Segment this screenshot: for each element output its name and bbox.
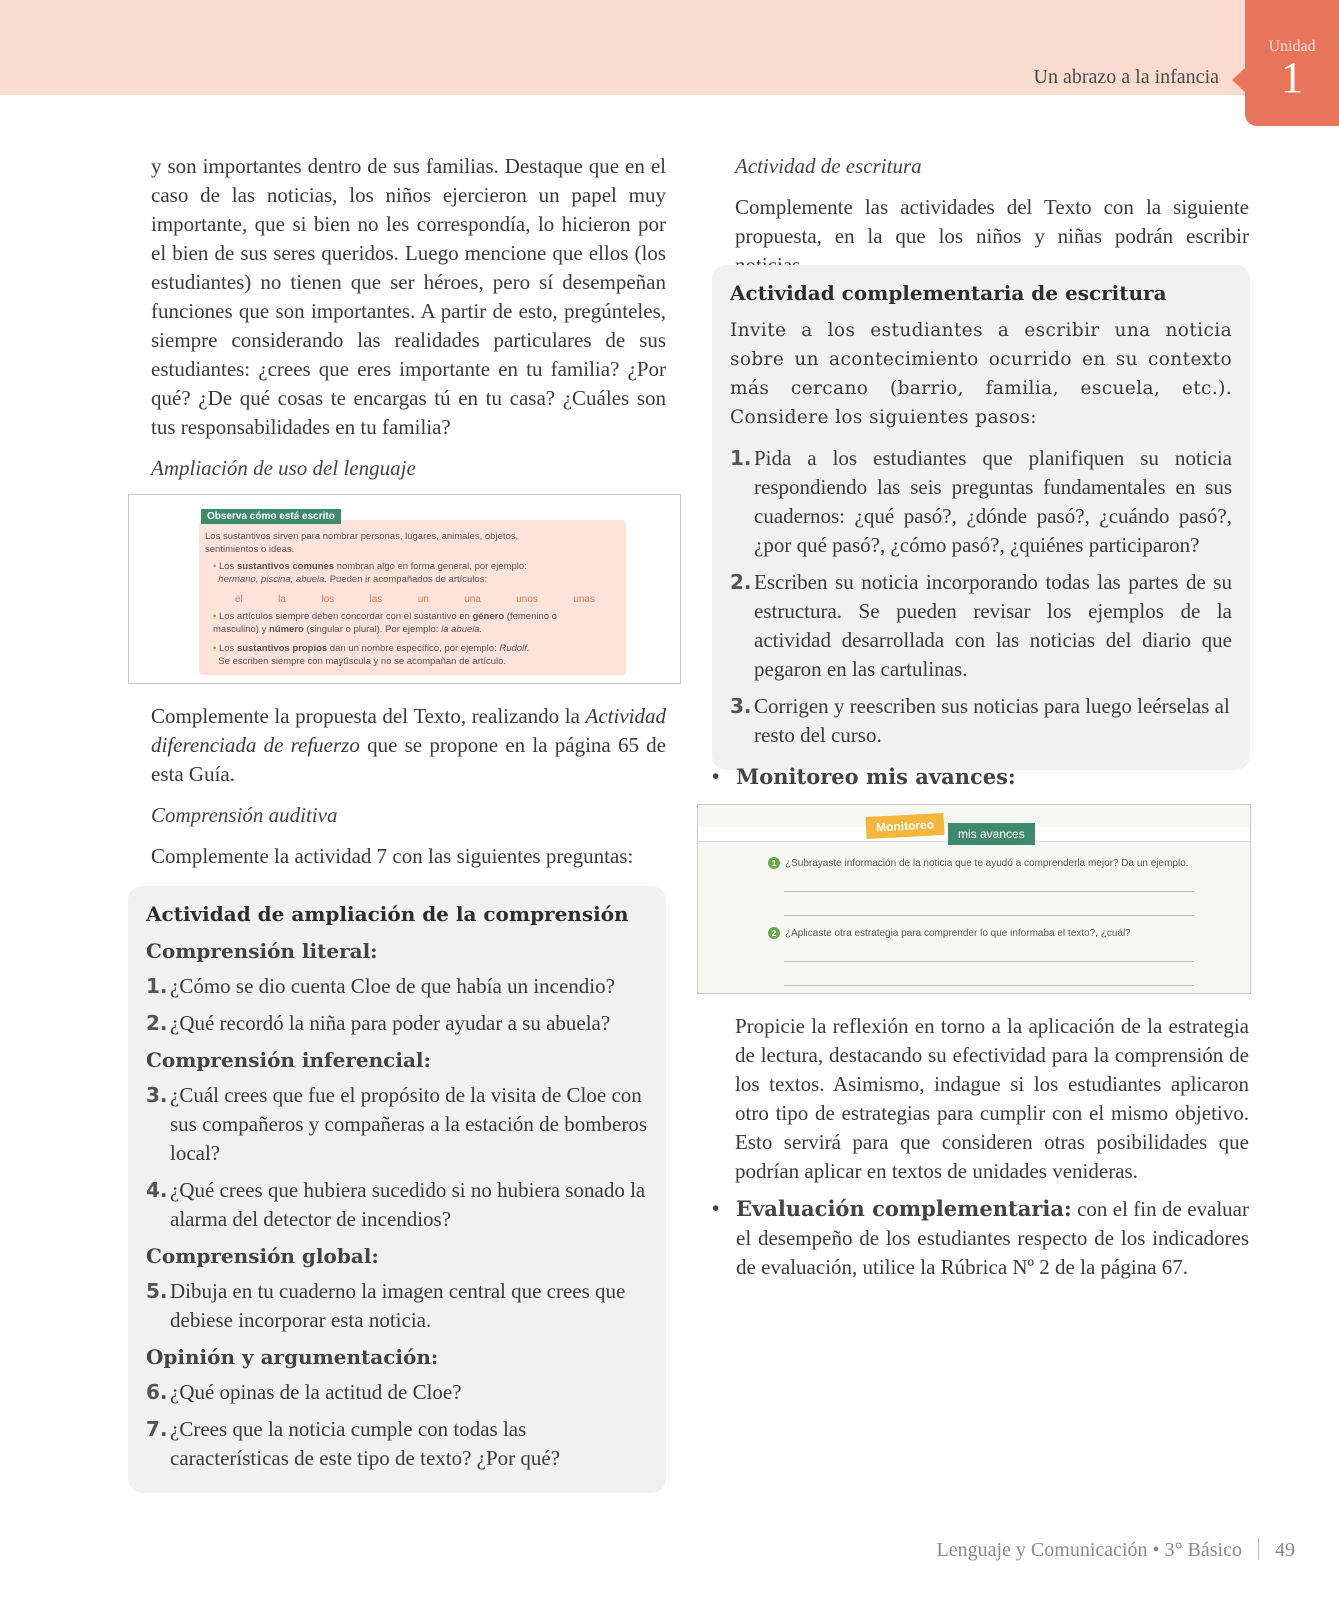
question-item: 5. Dibuja en tu cuaderno la imagen central que crees que debiese incorporar esta noticia. — [146, 1279, 626, 1332]
step-item: 1. Pida a los estudiantes que planifiquen su noticia respondiendo las seis preguntas fundamentales en sus cuadernos: ¿qué pasó?, ¿dónde pasó?, ¿cuándo pasó?, ¿por qué pasó?, ¿cómo pasó?, ¿quiénes participaron? — [730, 446, 1232, 557]
answer-line — [784, 891, 1194, 892]
monitoreo-bullet: • Monitoreo mis avances: — [712, 764, 1016, 789]
monitoreo-tag: Monitoreo — [865, 813, 944, 839]
article: unos — [516, 594, 538, 605]
observa-bullet1: • Los sustantivos comunes nombran algo en forma general, por ejemplo: hermano, piscina, abuela. Pueden ir acompañados de artículos: — [213, 561, 527, 585]
question-item: 6. ¿Qué opinas de la actitud de Cloe? — [146, 1380, 462, 1404]
ampliacion-title: Actividad de ampliación de la comprensión — [146, 902, 629, 926]
propicie-paragraph: Propicie la reflexión en torno a la aplicación de la estrategia de lectura, destacando su efectividad para la comprensión de los textos. Asimismo, indague si los estudiantes aplicaron otro tipo de estrategias para cumplir con el mismo objetivo. Esto servirá para que consideren otras posibilidades que podrían aplicar en textos de unidades venideras. — [735, 1014, 1249, 1183]
observa-bullet2: • Los artículos siempre deben concordar con el sustantivo en género (femenino o masculino) y número (singular o plural). Por ejemplo: la abuela. — [213, 611, 557, 635]
number-badge: 1 — [768, 857, 780, 869]
unit-label: Unidad — [1268, 38, 1316, 55]
question-item: 2. ¿Qué recordó la niña para poder ayudar a su abuela? — [146, 1011, 611, 1035]
left-column-lower — [151, 702, 666, 883]
section-title: Opinión y argumentación: — [146, 1345, 439, 1369]
answer-line — [784, 961, 1194, 962]
escritura-title: Actividad complementaria de escritura — [730, 281, 1167, 305]
question-item: 4. ¿Qué crees que hubiera sucedido si no hubiera sonado la alarma del detector de incendios? — [146, 1178, 646, 1231]
heading-escritura: Actividad de escritura — [735, 154, 922, 178]
heading-comprension: Comprensión auditiva — [151, 803, 338, 827]
footer-divider — [1258, 1538, 1259, 1560]
step-item: 3. Corrigen y reescriben sus noticias para luego leérselas al resto del curso. — [730, 694, 1230, 747]
section-title: Comprensión inferencial: — [146, 1048, 431, 1072]
article: una — [464, 594, 481, 605]
unit-title: Un abrazo a la infancia — [1033, 66, 1219, 88]
section-title: Comprensión literal: — [146, 939, 378, 963]
ampliacion-box — [128, 886, 666, 1493]
article: un — [417, 594, 429, 605]
article: los — [321, 594, 335, 605]
evaluacion-bullet: • Evaluación complementaria: con el fin de evaluar el desempeño de los estudiantes respecto de los indicadores de evaluación, utilice la Rúbrica Nº 2 de la página 67. — [712, 1194, 1249, 1294]
evaluacion-paragraph: Evaluación complementaria: con el fin de evaluar el desempeño de los estudiantes respecto de los indicadores de evaluación, utilice la Rúbrica Nº 2 de la página 67. — [736, 1196, 1249, 1279]
monitoreo-question-1: 1 ¿Subrayaste información de la noticia que te ayudó a comprenderla mejor? Da un ejemplo. — [768, 857, 1189, 869]
monitoreo-figure — [697, 804, 1251, 994]
monitoreo-heading: Monitoreo mis avances: — [736, 764, 1016, 789]
article: la — [278, 594, 286, 605]
question-item: 3. ¿Cuál crees que fue el propósito de la visita de Cloe con sus compañeros y compañeras a la estación de bomberos local? — [146, 1083, 648, 1165]
left-column — [151, 152, 666, 495]
question-item: 7. ¿Crees que la noticia cumple con todas las características de este tipo de texto? ¿Por qué? — [146, 1417, 561, 1470]
number-badge: 2 — [768, 927, 780, 939]
observa-label: Observa cómo está escrito — [201, 509, 341, 524]
step-item: 2. Escriben su noticia incorporando todas las partes de su estructura. Se pueden revisar los ejemplos de la actividad desarrollada con las noticias del diario que pegaron en las cartulinas. — [730, 570, 1232, 681]
header-arrow — [1232, 68, 1245, 92]
footer-subject: Lenguaje y Comunicación • 3° Básico — [936, 1539, 1242, 1561]
question-item: 1. ¿Cómo se dio cuenta Cloe de que había un incendio? — [146, 974, 615, 998]
escritura-box — [712, 265, 1250, 770]
heading-ampliacion: Ampliación de uso del lenguaje — [151, 456, 416, 480]
observa-panel — [199, 511, 626, 675]
complemente-paragraph: Complemente la propuesta del Texto, realizando la Actividad diferenciada de refuerzo que se propone en la página 65 de esta Guía. — [151, 704, 666, 786]
article: el — [235, 594, 243, 605]
answer-line — [784, 915, 1194, 916]
escritura-intro: Invite a los estudiantes a escribir una noticia sobre un acontecimiento ocurrido en su contexto más cercano (barrio, familia, escuela, etc.). Considere los siguientes pasos: — [730, 320, 1232, 428]
answer-line — [784, 985, 1194, 986]
articles-row — [235, 594, 595, 605]
intro-paragraph: y son importantes dentro de sus familias. Destaque que en el caso de las noticias, los niños ejercieron un papel muy importante, que si bien no les correspondía, lo hicieron por el bien de sus seres queridos. Luego mencione que ellos (los estudiantes) no tienen que ser héroes, pero sí desempeñan funciones que son importantes. A partir de esto, pregúnteles, siempre considerando las realidades particulares de sus estudiantes: ¿crees que eres importante en tu familia? ¿Por qué? ¿De qué cosas te encargas tú en tu casa? ¿Cuáles son tus responsabilidades en tu familia? — [151, 154, 666, 439]
monitoreo-question-2: 2 ¿Aplicaste otra estrategia para comprender lo que informaba el texto?, ¿cuál? — [768, 927, 1131, 939]
complemente-escritura: Complemente las actividades del Texto con la siguiente propuesta, en la que los niños y niñas podrán escribir — [735, 195, 1249, 248]
observa-bullet3: • Los sustantivos propios dan un nombre específico, por ejemplo: Rudolf. Se escriben siempre con mayúscula y no se acompañan de artículo. — [213, 643, 530, 667]
section-title: Comprensión global: — [146, 1244, 379, 1268]
article: unas — [573, 594, 595, 605]
page-number: 49 — [1275, 1539, 1295, 1561]
mis-avances-tag: mis avances — [948, 823, 1035, 845]
observa-line1: Los sustantivos sirven para nombrar personas, lugares, animales, objetos, sentimientos o ideas. — [205, 531, 519, 555]
right-column-lower — [735, 1012, 1249, 1198]
unit-number: 1 — [1281, 53, 1303, 102]
unit-tab — [1245, 0, 1339, 126]
footer — [937, 1538, 1295, 1562]
observa-figure — [128, 494, 681, 684]
complemente7-paragraph: Complemente la actividad 7 con las siguientes preguntas: — [151, 844, 634, 868]
article: las — [369, 594, 383, 605]
